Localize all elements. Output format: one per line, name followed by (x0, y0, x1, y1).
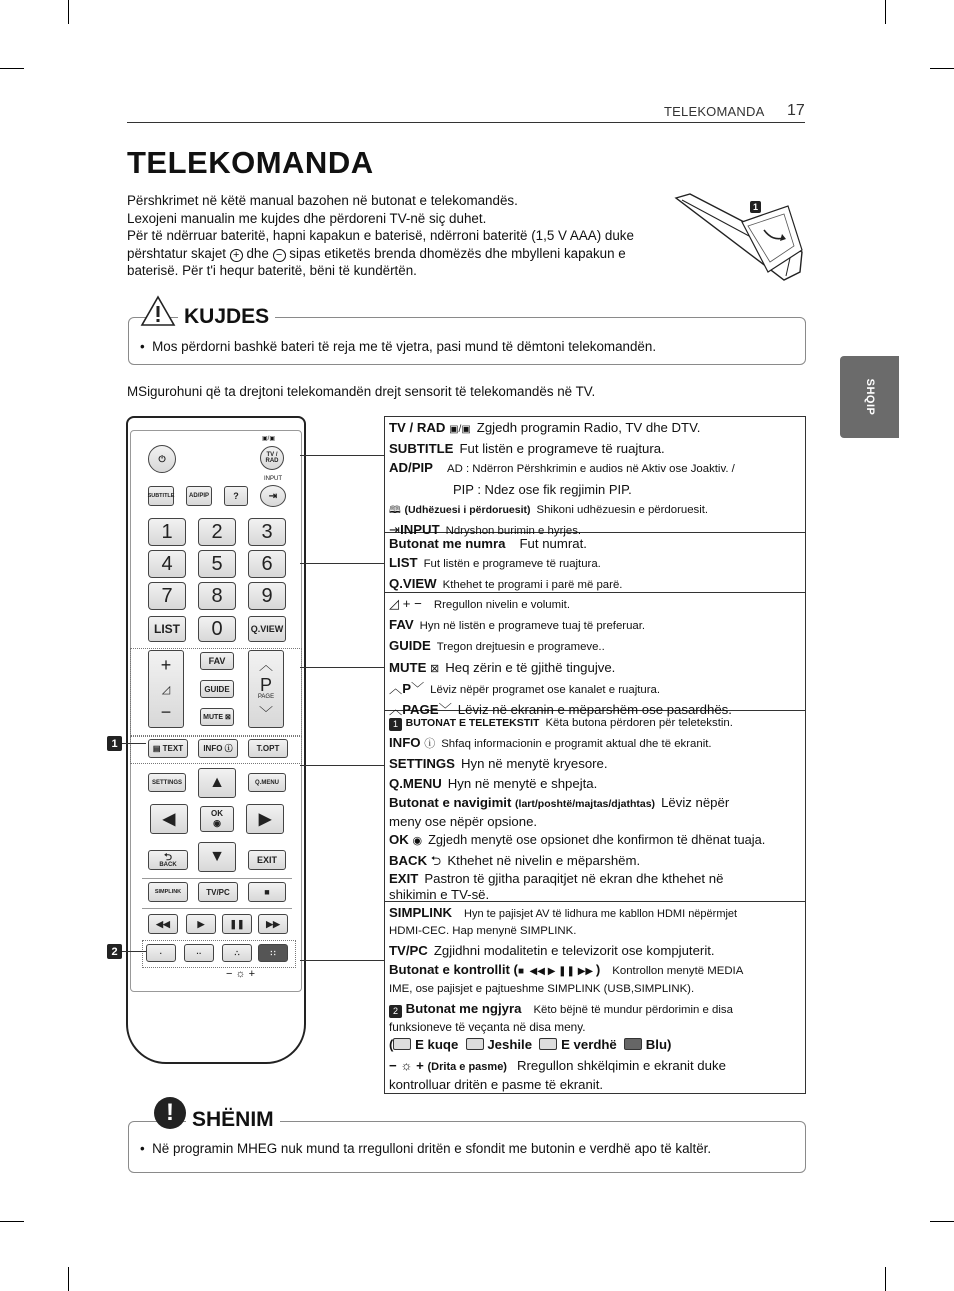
table-row (389, 754, 801, 773)
callout-1: 1 (389, 718, 402, 731)
intro-line: baterisë. Për t'i hequr bateritë, bëni të kundërtën. (127, 263, 417, 279)
leader-line (300, 563, 384, 564)
divider (142, 908, 292, 909)
remote-callout-2: 2 (107, 944, 122, 959)
chevron-down-icon: ﹀ (259, 704, 273, 721)
desc: Hyn në menytë kryesore. (460, 756, 608, 772)
note-title: SHËNIM (186, 1108, 280, 1132)
stop-button[interactable]: ■ (248, 882, 286, 902)
callout-leader (122, 743, 146, 744)
table-row (389, 418, 801, 439)
desc: Zgjedh programin Radio, TV dhe DTV. (476, 420, 701, 435)
term: GUIDE (389, 638, 431, 654)
digit-6-button[interactable]: 6 (248, 550, 286, 578)
input-label: INPUT (264, 476, 282, 482)
table-row (389, 733, 801, 754)
pause-button[interactable]: ❚❚ (222, 914, 252, 934)
desc: Zgjedh menytë ose opsionet dhe konfirmon të dhënat tuaja. (428, 832, 766, 848)
table-row (389, 924, 801, 939)
term: INPUT (400, 522, 440, 538)
table-row (389, 636, 801, 657)
play-button[interactable]: ▶ (186, 914, 216, 934)
page-number: 17 (787, 102, 805, 119)
term: (Udhëzuesi i përdoruesit) (404, 503, 531, 516)
rewind-button[interactable]: ◀◀ (148, 914, 178, 934)
user-guide-button[interactable]: ? (224, 486, 248, 506)
yellow-button[interactable]: ∴ (222, 944, 252, 962)
warning-triangle-icon (140, 295, 176, 327)
desc: meny ose nëpër opsione. (389, 814, 538, 830)
term: TV/PC (389, 943, 428, 959)
volume-icon: ◿ + − (389, 596, 422, 611)
button-description-table (384, 416, 806, 1094)
info-label: INFO (203, 744, 223, 753)
desc: Kontrollon menytë MEDIA (612, 965, 744, 978)
crop-mark (0, 1221, 24, 1222)
mute-icon: ⊠ (430, 662, 440, 675)
table-row (389, 960, 801, 981)
guide-button[interactable]: GUIDE (200, 680, 234, 698)
table-section-top (385, 417, 805, 538)
page-label: PAGE (257, 694, 275, 701)
text-button[interactable]: ▤ TEXT (148, 739, 188, 758)
crop-mark (68, 0, 69, 24)
table-row (389, 712, 801, 733)
table-row (389, 615, 801, 636)
term: ) (595, 962, 601, 978)
caution-text: • Mos përdorni bashkë bateri të reja me të vjetra, pasi mund të dëmtoni telekomandën. (140, 339, 657, 354)
volume-icon: ◿ (161, 683, 171, 696)
desc: Këta butona përdoren për teletekstin. (545, 717, 733, 729)
desc: Zgjidhni modalitetin e televizorit ose kompjuterit. (433, 943, 715, 959)
term: SIMPLINK (389, 905, 453, 920)
table-row (389, 1056, 801, 1077)
table-row (389, 594, 801, 615)
chevron-down-icon: ﹀ (410, 680, 425, 696)
term: EXIT (389, 871, 419, 887)
desc: Lëviz nëpër programet ose kanalet e ruajtura. (430, 683, 661, 696)
desc: Heq zërin e të gjithë tingujve. (445, 659, 616, 675)
term: E verdhë (561, 1036, 617, 1052)
table-row (389, 903, 801, 924)
intro-line: Për të ndërruar bateritë, hapni kapakun e baterisë, ndërroni bateritë (1,5 V AAA) duke (127, 228, 634, 244)
leader-line (300, 765, 384, 766)
term: Butonat e navigimit (389, 794, 512, 810)
green-button[interactable]: ·· (184, 944, 214, 962)
term: P (402, 680, 411, 696)
term: (Drita e pasme) (427, 1061, 507, 1074)
term: PAGE (402, 702, 439, 718)
ad-pip-button[interactable]: AD/PIP (186, 486, 212, 506)
table-row (389, 851, 801, 870)
desc: Tregon drejtuesin e programeve.. (436, 641, 605, 654)
chevron-down-icon: ﹀ (438, 702, 452, 718)
tvrad-icon: ▣/▣ (449, 424, 471, 435)
desc: Lëviz në ekranin e mëparshëm ose pasardhës. (457, 702, 732, 718)
leader-line (300, 455, 384, 456)
desc: HDMI-CEC. Hap menynë SIMPLINK. (389, 925, 577, 938)
term: MUTE (389, 659, 427, 675)
term-sub: (lart/poshtë/majtas/djathtas) (515, 797, 656, 810)
desc: Lëviz nëpër (661, 794, 730, 810)
divider (142, 878, 292, 879)
volume-rocker[interactable] (148, 650, 184, 728)
desc: PIP : Ndez ose fik regjimin PIP. (453, 481, 632, 497)
desc: Kthehet në nivelin e mëparshëm. (447, 853, 641, 869)
page-title: TELEKOMANDA (127, 145, 374, 180)
backlight-control[interactable]: − ☼ + (226, 968, 256, 980)
table-row (389, 999, 801, 1020)
term: INFO (389, 735, 421, 751)
term: Jeshile (487, 1036, 533, 1052)
table-row (389, 982, 801, 997)
back-label: BACK (159, 861, 177, 868)
input-icon: ⇥ (389, 522, 401, 538)
table-row (389, 1020, 801, 1035)
desc: shikimin e TV-së. (389, 887, 490, 903)
table-row (389, 534, 801, 553)
tv-rad-button[interactable]: TV / RAD (260, 446, 284, 470)
crop-mark (930, 68, 954, 69)
program-rocker[interactable] (248, 650, 284, 728)
desc: AD : Ndërron Përshkrimin e audios në Aktiv ose Joaktiv. / (446, 463, 735, 476)
remote-control (126, 416, 306, 1064)
fav-button[interactable]: FAV (200, 652, 234, 670)
info-icon: ⓘ (424, 738, 436, 751)
red-swatch-icon (393, 1038, 411, 1050)
input-button[interactable]: ⇥ (260, 485, 286, 507)
term: E kuqe (415, 1036, 459, 1052)
term: AD/PIP (389, 460, 433, 476)
term: Q.MENU (389, 775, 442, 791)
chevron-up-icon: ︿ (389, 702, 403, 718)
table-section-numbers (385, 533, 805, 593)
header-rule (127, 122, 805, 123)
simplink-button[interactable]: SIMPLINK (148, 882, 188, 902)
desc: Shfaq informacionin e programit aktual dhe të ekranit. (441, 738, 712, 751)
desc: Këto bëjnë të mundur përdorimin e disa (533, 1003, 733, 1016)
term: Q.VIEW (389, 576, 437, 592)
desc: Kthehet te programi i parë më parë. (442, 579, 623, 592)
term: Butonat e kontrollit ( (389, 962, 518, 978)
nav-left-button[interactable]: ◀ (150, 804, 188, 834)
term: Blu (645, 1036, 668, 1052)
crop-mark (885, 0, 886, 24)
crop-mark (68, 1267, 69, 1291)
power-button[interactable]: ⏻ (148, 445, 176, 473)
tv-pc-button[interactable]: TV/PC (198, 882, 238, 902)
desc: Rregullon shkëlqimin e ekranit duke (516, 1058, 726, 1074)
q-view-button[interactable]: Q.VIEW (248, 616, 286, 642)
chevron-up-icon: ︿ (389, 680, 403, 696)
term: OK (389, 832, 409, 848)
yellow-swatch-icon (539, 1038, 557, 1050)
intro-line (127, 245, 672, 263)
table-row (453, 480, 801, 499)
table-row (389, 814, 801, 830)
digit-0-button[interactable]: 0 (198, 616, 236, 642)
term: SETTINGS (389, 756, 455, 772)
plus-icon: + (160, 655, 172, 675)
table-row (389, 1077, 801, 1092)
table-row (389, 830, 801, 851)
tvrad-icon: ▣/▣ (262, 436, 276, 442)
table-row (389, 499, 801, 520)
table-row (389, 793, 801, 814)
table-section-volume (385, 593, 805, 718)
table-row (389, 439, 801, 458)
p-label: P (259, 674, 272, 695)
table-section-media (385, 902, 805, 1093)
term: BUTONAT E TELETEKSTIT (405, 717, 540, 729)
t-opt-button[interactable]: T.OPT (248, 739, 288, 758)
digit-9-button[interactable]: 9 (248, 582, 286, 610)
battery-cover-illustration (672, 192, 808, 288)
table-row (389, 941, 801, 960)
desc: kontrolluar dritën e pasme të ekranit. (389, 1077, 604, 1093)
caution-title: KUJDES (178, 305, 275, 329)
remote-callout-1: 1 (107, 736, 122, 751)
table-row (389, 774, 801, 793)
intro-span: përshtatur skajet (127, 245, 226, 261)
table-row (389, 458, 801, 479)
q-menu-button[interactable]: Q.MENU (248, 773, 286, 792)
intro-span: sipas etiketës brenda dhomëzës dhe mbylleni kapakun e (289, 245, 626, 261)
back-icon: ⮌ (430, 853, 442, 869)
table-row (389, 887, 801, 902)
ok-label: OK (211, 809, 223, 818)
running-header: TELEKOMANDA (664, 104, 765, 119)
table-row (389, 553, 801, 574)
desc: Hyn te pajisjet AV të lidhura me kabllon HDMI nëpërmjet (464, 908, 738, 920)
table-section-navigation (385, 711, 805, 902)
intro-span: dhe (246, 245, 269, 261)
crop-mark (930, 1221, 954, 1222)
book-icon: 🕮 (389, 504, 401, 516)
back-icon: ⮌ (163, 851, 172, 863)
nav-right-button[interactable]: ▶ (246, 804, 284, 834)
blue-button[interactable]: ∷ (258, 944, 288, 962)
callout-leader (122, 951, 146, 952)
table-row (389, 870, 801, 887)
settings-button[interactable]: SETTINGS (148, 773, 186, 792)
mute-label: MUTE (203, 713, 224, 721)
exit-button[interactable]: EXIT (248, 850, 286, 870)
desc: Fut listën e programeve të ruajtura. (423, 558, 601, 571)
list-button[interactable]: LIST (148, 616, 186, 642)
term: Butonat me numra (389, 536, 506, 551)
callout-2: 2 (389, 1005, 402, 1018)
note-text: • Në programin MHEG nuk mund ta rregulloni dritën e sfondit me butonin e verdhë apo të kaltër. (140, 1141, 712, 1156)
digit-8-button[interactable]: 8 (198, 582, 236, 610)
text-label: TEXT (162, 744, 184, 753)
callout-1: 1 (750, 201, 761, 213)
digit-5-button[interactable]: 5 (198, 550, 236, 578)
note-text-body: Në programin MHEG nuk mund ta rregulloni dritën e sfondit me butonin e verdhë apo të kaltër. (152, 1141, 712, 1156)
desc: Pastron të gjitha paraqitjet në ekran dhe kthehet në (424, 871, 724, 887)
language-tab (840, 356, 899, 438)
crop-mark (0, 68, 24, 69)
back-button[interactable] (148, 850, 188, 870)
media-icons: ■ ◀◀ ▶ ❚❚ ▶▶ (517, 966, 596, 978)
green-swatch-icon (466, 1038, 484, 1050)
desc: Hyn në listën e programeve tuaj të preferuar. (419, 620, 646, 633)
table-row: ( E kuqe Jeshile E verdhë Blu) (389, 1036, 672, 1052)
term: Butonat me ngjyra (405, 1000, 522, 1016)
digit-7-button[interactable]: 7 (148, 582, 186, 610)
crop-mark (885, 1267, 886, 1291)
term: TV / RAD (389, 420, 446, 435)
leader-line (300, 960, 384, 961)
leader-line (300, 667, 384, 668)
nav-down-button[interactable]: ▼ (198, 842, 236, 872)
minus-icon: − (160, 702, 172, 722)
desc: Fut numrat. (519, 536, 587, 551)
table-row (389, 679, 801, 700)
ok-icon: ◉ (412, 835, 423, 848)
desc: Fut listën e programeve të ruajtura. (459, 441, 665, 457)
digit-3-button[interactable]: 3 (248, 518, 286, 546)
exclamation-icon: ! (154, 1097, 186, 1129)
desc: IME, ose pajisjet e pajtueshme SIMPLINK (USB,SIMPLINK). (389, 982, 695, 995)
fast-forward-button[interactable]: ▶▶ (258, 914, 288, 934)
ok-button[interactable] (200, 806, 234, 832)
desc: Hyn në menytë e shpejta. (447, 775, 598, 791)
term: SUBTITLE (389, 441, 454, 457)
term: LIST (389, 555, 418, 571)
minus-icon: − (273, 249, 286, 262)
info-button[interactable]: INFO ⓘ (198, 739, 238, 758)
nav-up-button[interactable]: ▲ (198, 768, 236, 798)
term: BACK (389, 853, 428, 869)
desc: Rregullon nivelin e volumit. (433, 599, 570, 611)
backlight-icon: − ☼ + (389, 1058, 424, 1074)
digit-2-button[interactable]: 2 (198, 518, 236, 546)
mute-button[interactable]: MUTE ⊠ (200, 708, 234, 726)
term: FAV (389, 617, 414, 633)
intro-line: Përshkrimet në këtë manual bazohen në butonat e telekomandës. (127, 193, 518, 208)
intro-line: Lexojeni manualin me kujdes dhe përdoreni TV-në siç duhet. (127, 210, 487, 226)
blue-swatch-icon (624, 1038, 642, 1050)
language-tab-label: SHQIP (863, 378, 876, 416)
desc: funksioneve të veçanta në disa meny. (389, 1019, 586, 1034)
desc: Ndryshon burimin e hyrjes. (445, 525, 582, 538)
table-row (389, 658, 801, 679)
chevron-up-icon: ︿ (259, 657, 273, 673)
sensor-instruction: MSigurohuni që ta drejtoni telekomandën drejt sensorit të telekomandës në TV. (127, 384, 596, 399)
plus-icon: + (230, 249, 243, 262)
red-button[interactable]: · (146, 944, 176, 962)
intro-text (127, 192, 672, 280)
digit-1-button[interactable]: 1 (148, 518, 186, 546)
digit-4-button[interactable]: 4 (148, 550, 186, 578)
ok-icon: ◉ (213, 818, 221, 828)
subtitle-button[interactable]: SUBTITLE (148, 486, 174, 506)
caution-text-body: Mos përdorni bashkë bateri të reja me të vjetra, pasi mund të dëmtoni telekomandën. (152, 339, 657, 354)
desc: Shikoni udhëzuesin e përdoruesit. (536, 503, 709, 516)
